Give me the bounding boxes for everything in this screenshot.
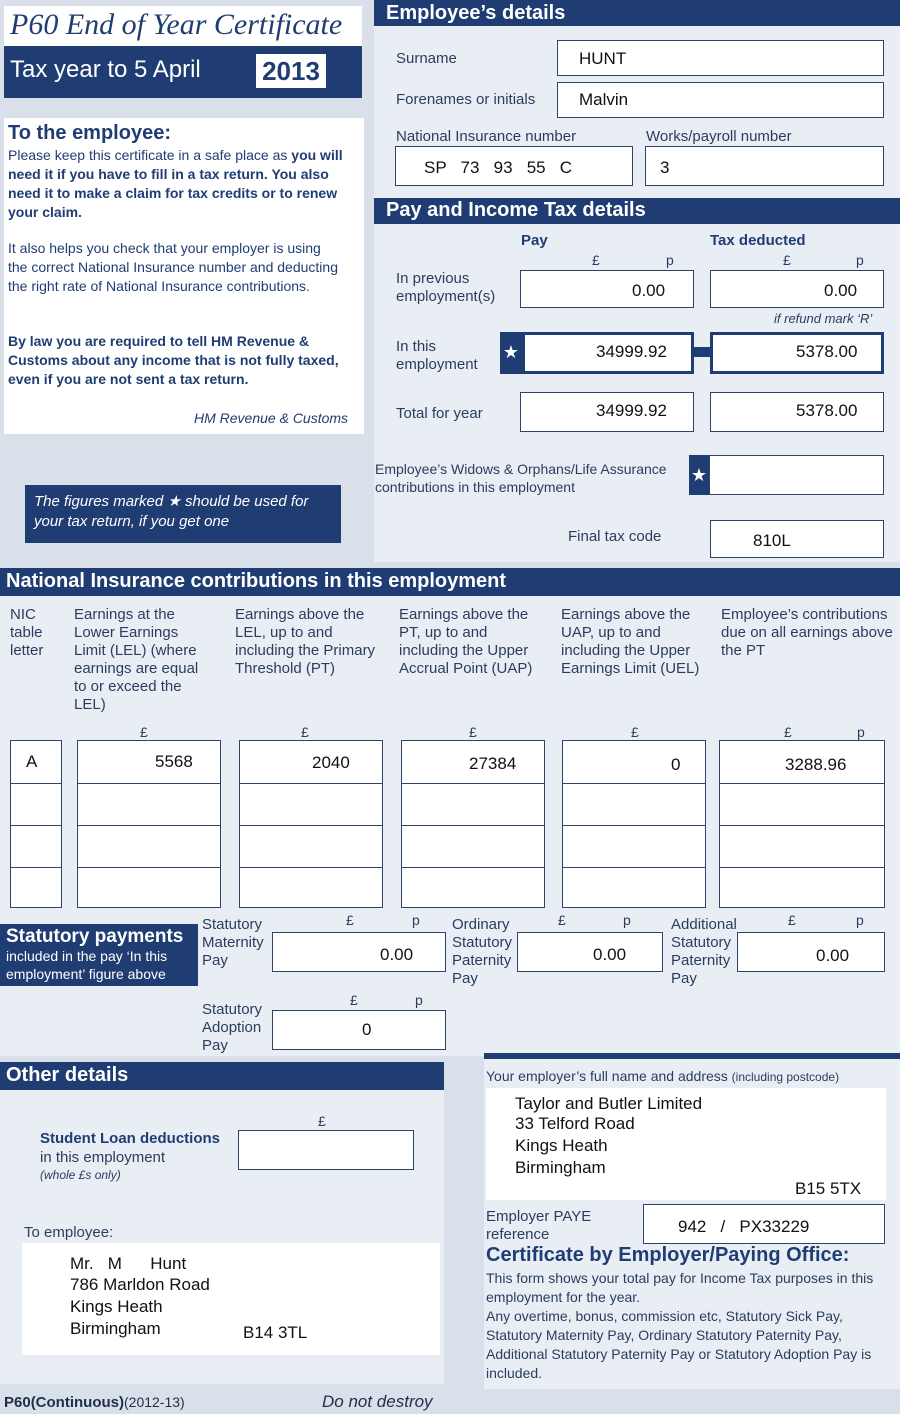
previous-tax-field: [710, 270, 884, 308]
forenames-label: Forenames or initials: [396, 91, 536, 108]
previous-tax-value: 0.00: [824, 281, 858, 300]
ni-col4-header: Earnings above the PT, up to and including the Upper Accrual Point (UAP): [399, 606, 533, 677]
tax-pound-sign: £: [783, 252, 791, 268]
info-para1: [8, 146, 348, 222]
ospp-field: [517, 932, 663, 972]
aspp-label: Additional Statutory Paternity Pay: [671, 916, 737, 987]
paye-value: 942 / PX33229: [678, 1217, 810, 1236]
this-tax-value: 5378.00: [796, 342, 858, 361]
certificate-heading: Certificate by Employer/Paying Office:: [486, 1244, 850, 1266]
employer-label-main: Your employer’s full name and address: [486, 1068, 728, 1084]
ospp-value: 0.00: [593, 945, 627, 964]
employer-address-line3: Birmingham: [515, 1158, 606, 1177]
certificate-text2: Any overtime, bonus, commission etc, Statutory Sick Pay, Statutory Maternity Pay, Ordinary Statutory Paternity Pay, Additional Statutory Paternity Pay or Statutory Adoption Pay is included.: [486, 1308, 872, 1381]
ni-uap-uel-column: [562, 740, 706, 908]
ni-contributions-value: 3288.96: [785, 755, 847, 774]
to-employee-label: To employee:: [24, 1224, 114, 1241]
employer-address-line1: 33 Telford Road: [515, 1114, 635, 1133]
sap-pound: £: [350, 992, 358, 1008]
ni-col3-header: Earnings above the LEL, up to and including the Primary Threshold (PT): [235, 606, 376, 677]
info-para2: It also helps you check that your employer is using the correct National Insurance number and deducting the right rate of National Insurance contributions.: [8, 240, 338, 294]
pay-pence-sign: p: [666, 252, 674, 268]
ni-letter-value: A: [26, 752, 38, 771]
employee-address-line3: Birmingham: [70, 1319, 161, 1338]
page-title: P60 End of Year Certificate: [10, 8, 343, 41]
widows-field: [709, 455, 884, 495]
employer-label: [486, 1068, 839, 1084]
previous-employment-label: In previous employment(s): [396, 270, 496, 305]
student-loan-field: [238, 1130, 414, 1170]
smp-label: Statutory Maternity Pay: [202, 916, 264, 969]
info-para3: By law you are required to tell HM Revenue & Customs about any income that is not fully taxed, even if you are not sent a tax return.: [8, 333, 339, 387]
aspp-field: [737, 932, 885, 972]
employer-postcode: B15 5TX: [795, 1179, 862, 1198]
ni-pt-uap-value: 27384: [469, 754, 517, 773]
works-number-value: 3: [660, 158, 670, 177]
ni-lel-pt-value: 2040: [312, 753, 350, 772]
form-id: [4, 1394, 185, 1411]
widows-star-icon: ★: [689, 455, 709, 495]
employee-address-line2: Kings Heath: [70, 1297, 163, 1316]
works-number-label: Works/payroll number: [646, 128, 792, 145]
ospp-pound: £: [558, 912, 566, 928]
aspp-pound: £: [788, 912, 796, 928]
tax-code-field: [710, 520, 884, 558]
refund-note: if refund mark ‘R’: [774, 311, 873, 326]
employee-details-heading: Employee’s details: [386, 2, 566, 24]
ni-contrib-pence: p: [857, 724, 865, 740]
sap-pence: p: [415, 992, 423, 1008]
tax-code-label: Final tax code: [568, 528, 662, 545]
total-pay-value: 34999.92: [596, 401, 667, 420]
paye-label: Employer PAYE reference: [486, 1208, 592, 1243]
ni-uapuel-pound: £: [631, 724, 639, 740]
ni-heading: National Insurance contributions in this employment: [6, 570, 507, 592]
employer-name: Taylor and Butler Limited: [515, 1094, 703, 1113]
ni-uap-uel-value: 0: [671, 755, 681, 774]
tax-pence-sign: p: [856, 252, 864, 268]
tax-year-value: 2013: [256, 54, 326, 88]
total-year-label: Total for year: [396, 405, 483, 422]
this-pay-value: 34999.92: [596, 342, 667, 361]
ni-col2-header: Earnings at the Lower Earnings Limit (LEL) (where earnings are equal to or exceed the LEL): [74, 606, 199, 713]
pay-column-heading: Pay: [521, 232, 548, 249]
widows-label: Employee’s Widows & Orphans/Life Assurance contributions in this employment: [375, 461, 667, 495]
employer-address-line2: Kings Heath: [515, 1136, 608, 1155]
smp-pound: £: [346, 912, 354, 928]
do-not-destroy: Do not destroy: [322, 1392, 433, 1411]
ni-ptuap-pound: £: [469, 724, 477, 740]
surname-value: HUNT: [579, 49, 627, 68]
smp-value: 0.00: [380, 945, 414, 964]
pay-pound-sign: £: [592, 252, 600, 268]
ni-lel-column: [77, 740, 221, 908]
previous-pay-field: [520, 270, 694, 308]
aspp-value: 0.00: [816, 946, 850, 965]
this-employment-label: In this employment: [396, 338, 478, 373]
student-loan-sublabel: in this employment: [40, 1149, 166, 1166]
form-id-year: (2012-13): [124, 1394, 185, 1410]
certificate-text1: This form shows your total pay for Income Tax purposes in this employment for the year.: [486, 1270, 874, 1305]
ospp-label: Ordinary Statutory Paternity Pay: [452, 916, 513, 987]
smp-field: [272, 932, 446, 972]
tax-year-label: Tax year to 5 April: [10, 56, 201, 83]
star-note: The figures marked ★ should be used for your tax return, if you get one: [34, 493, 309, 530]
student-loan-label: Student Loan deductions: [40, 1130, 220, 1147]
sap-field: [272, 1010, 446, 1050]
ni-number-label: National Insurance number: [396, 128, 577, 145]
other-heading: Other details: [6, 1064, 129, 1086]
employee-postcode: B14 3TL: [243, 1323, 308, 1342]
total-tax-value: 5378.00: [796, 401, 858, 420]
ni-col5-header: Earnings above the UAP, up to and including the Upper Earnings Limit (UEL): [561, 606, 700, 677]
employer-label-small: (including postcode): [731, 1070, 840, 1084]
sap-value: 0: [362, 1020, 372, 1039]
student-loan-pound: £: [318, 1113, 326, 1129]
sap-label: Statutory Adoption Pay: [202, 1001, 263, 1054]
form-id-main: P60(Continuous): [4, 1394, 124, 1411]
ni-lelpt-pound: £: [301, 724, 309, 740]
previous-pay-value: 0.00: [632, 281, 666, 300]
employee-address-line1: 786 Marldon Road: [70, 1275, 210, 1294]
tax-code-value: 810L: [753, 531, 791, 550]
info-para1-a: Please keep this certificate in a safe place as: [8, 147, 288, 163]
pay-tax-connector: [694, 347, 710, 357]
tax-column-heading: Tax deducted: [710, 232, 806, 249]
ni-lel-pt-column: [239, 740, 383, 908]
ni-col1-header: NIC table letter: [10, 606, 44, 659]
ni-lel-pound: £: [140, 724, 148, 740]
works-number-field: [645, 146, 884, 186]
surname-label: Surname: [396, 50, 457, 67]
statutory-subheading: included in the pay ‘In this employment’ figure above: [6, 948, 168, 982]
employee-name: Mr. M Hunt: [70, 1254, 187, 1273]
aspp-pence: p: [856, 912, 864, 928]
star-icon: ★: [500, 332, 522, 374]
info-para1-b: you will need it if you have to fill in a tax return. You also need it to make a claim for tax credits or to renew your claim.: [8, 147, 343, 220]
smp-pence: p: [412, 912, 420, 928]
info-signoff: HM Revenue & Customs: [194, 410, 349, 426]
ni-lel-value: 5568: [155, 752, 193, 771]
info-heading: To the employee:: [8, 122, 171, 144]
pay-tax-heading: Pay and Income Tax details: [386, 199, 646, 221]
statutory-heading: Statutory payments: [6, 926, 184, 947]
ni-col6-header: Employee’s contributions due on all earnings above the PT: [721, 606, 893, 659]
forenames-value: Malvin: [579, 90, 629, 109]
ospp-pence: p: [623, 912, 631, 928]
ni-contrib-pound: £: [784, 724, 792, 740]
ni-number-value: SP 73 93 55 C: [424, 158, 573, 177]
student-loan-note: (whole £s only): [40, 1168, 121, 1182]
